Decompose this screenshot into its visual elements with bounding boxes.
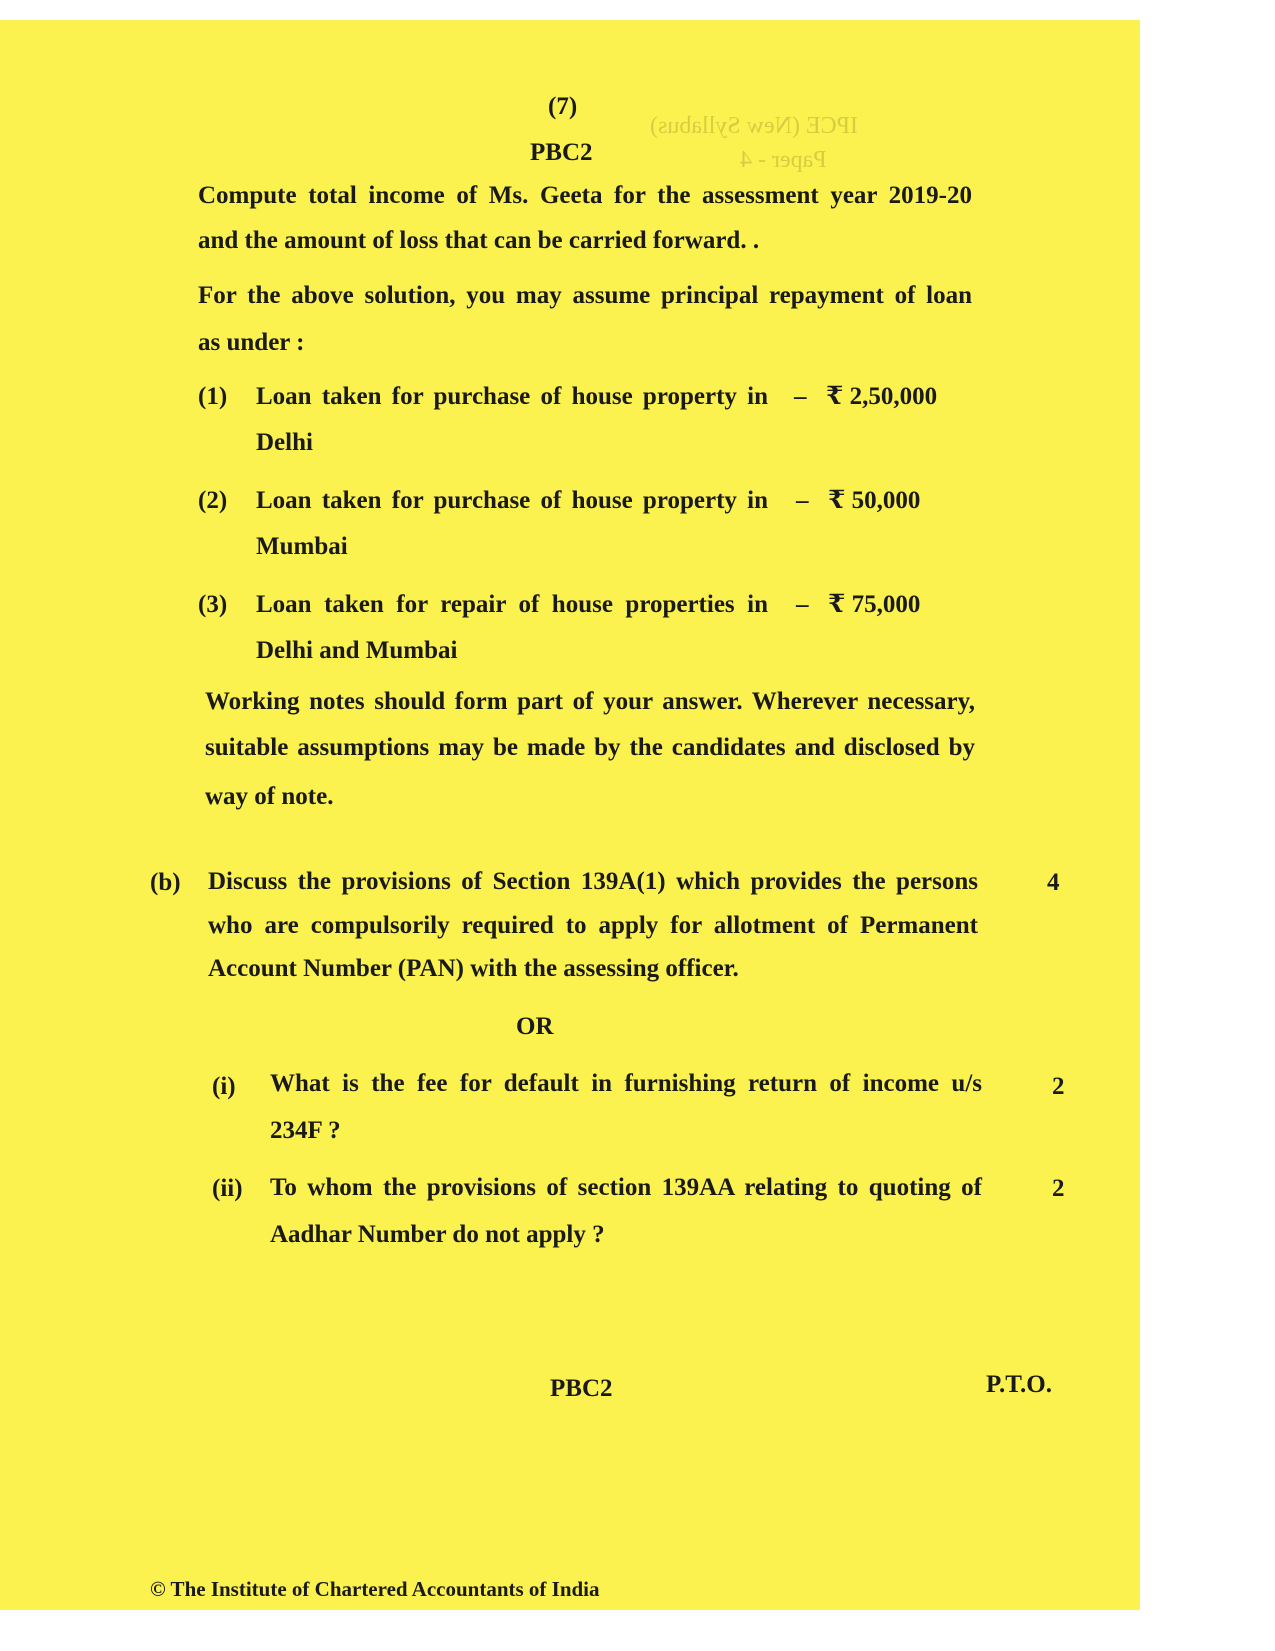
sub-question-label: (i) [212, 1073, 236, 1100]
page-code-header: PBC2 [530, 139, 593, 166]
intro-line: For the above solution, you may assume principal repayment of loan [198, 282, 972, 309]
page-number: (7) [548, 93, 578, 120]
loan-amount: ₹ 2,50,000 [826, 383, 938, 410]
loan-description: Loan taken for purchase of house property in [256, 383, 768, 410]
loan-number: (1) [198, 383, 228, 410]
loan-number: (3) [198, 591, 228, 618]
pto-label: P.T.O. [986, 1371, 1052, 1398]
loan-dash: – [794, 383, 807, 410]
loan-dash: – [796, 591, 809, 618]
loan-amount: ₹ 75,000 [828, 591, 921, 618]
notes-line: Working notes should form part of your answer. Wherever necessary, [205, 688, 975, 715]
question-b-marks: 4 [1047, 869, 1060, 896]
sub-question-marks: 2 [1052, 1175, 1065, 1202]
sub-question-line: What is the fee for default in furnishing return of income u/s [270, 1070, 982, 1097]
loan-description: Loan taken for repair of house properties in [256, 591, 768, 618]
sub-question-line: To whom the provisions of section 139AA relating to quoting of [270, 1174, 982, 1201]
sub-question-label: (ii) [212, 1175, 243, 1202]
notes-line: suitable assumptions may be made by the candidates and disclosed by [205, 734, 975, 761]
sub-question-line: Aadhar Number do not apply ? [270, 1221, 605, 1248]
page-code-footer: PBC2 [550, 1375, 613, 1402]
bleed-through-paper-label: Paper - 4 [740, 147, 827, 173]
intro-line: as under : [198, 329, 305, 356]
loan-amount: ₹ 50,000 [828, 487, 921, 514]
loan-number: (2) [198, 487, 228, 514]
copyright-notice: © The Institute of Chartered Accountants of India [150, 1577, 600, 1601]
loan-place: Delhi and Mumbai [256, 637, 458, 664]
loan-place: Mumbai [256, 533, 348, 560]
intro-line: Compute total income of Ms. Geeta for the assessment year 2019-20 [198, 182, 972, 209]
sub-question-marks: 2 [1052, 1073, 1065, 1100]
loan-place: Delhi [256, 429, 313, 456]
loan-description: Loan taken for purchase of house property in [256, 487, 768, 514]
question-b-label: (b) [150, 869, 181, 896]
question-b-line: Discuss the provisions of Section 139A(1) which provides the persons [208, 868, 978, 895]
question-b-line: Account Number (PAN) with the assessing officer. [208, 955, 739, 982]
sub-question-line: 234F ? [270, 1117, 341, 1144]
loan-dash: – [796, 487, 809, 514]
notes-line: way of note. [205, 783, 334, 810]
exam-page [0, 20, 1140, 1610]
bleed-through-exam-title: IPCE (New Syllabus) [650, 113, 858, 139]
question-b-line: who are compulsorily required to apply for allotment of Permanent [208, 912, 978, 939]
intro-line: and the amount of loss that can be carried forward. . [198, 227, 760, 254]
or-divider-label: OR [516, 1013, 554, 1040]
